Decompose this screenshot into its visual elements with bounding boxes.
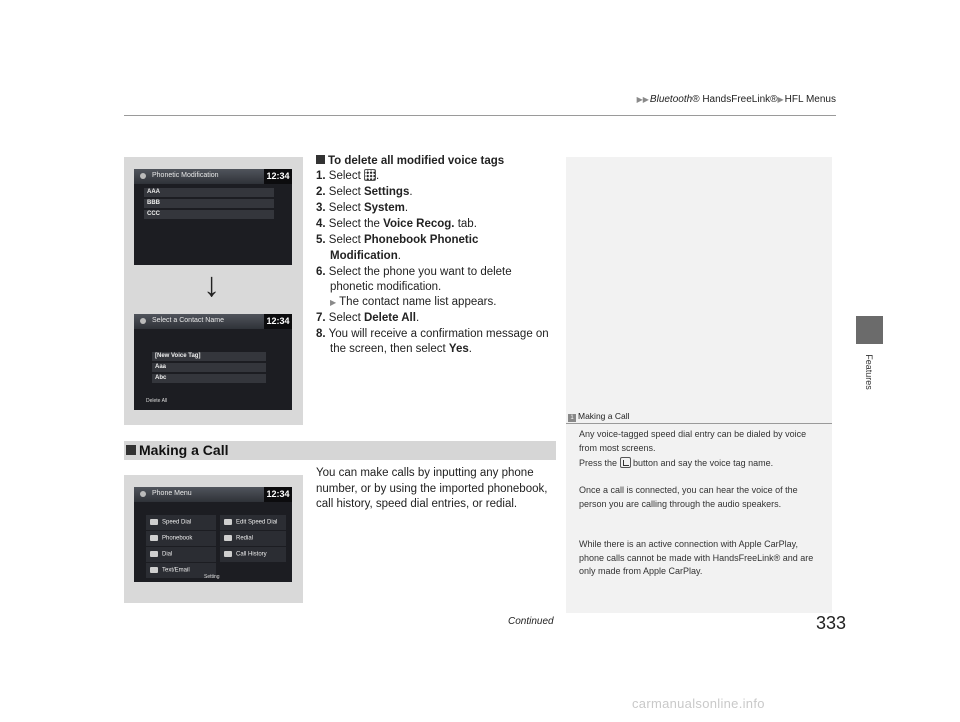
step-5-cont: Modification. xyxy=(330,250,401,262)
history-icon xyxy=(224,551,232,557)
step-2: 2. Select Settings. xyxy=(316,186,413,198)
phone-menu-screen xyxy=(134,487,292,582)
redial-button: Redial xyxy=(220,531,286,546)
breadcrumb-arrow-icon: ▶ xyxy=(777,95,784,104)
step-1: 1. Select . xyxy=(316,170,380,182)
step-6-result: ▶ The contact name list appears. xyxy=(330,296,497,308)
step-8-cont: the screen, then select Yes. xyxy=(330,343,472,355)
screen-clock: 12:34 xyxy=(264,487,292,502)
step-6: 6. Select the phone you want to delete xyxy=(316,266,512,278)
speed-dial-button: Speed Dial xyxy=(146,515,216,530)
screen-clock: 12:34 xyxy=(264,314,292,329)
watermark: carmanualsonline.info xyxy=(632,696,765,711)
instructions-heading: To delete all modified voice tags xyxy=(316,154,504,168)
page-number: 333 xyxy=(816,613,847,633)
text-email-button: Text/Email xyxy=(146,563,216,578)
note-paragraph: Any voice-tagged speed dial entry can be dialed by voice from most screens. xyxy=(579,429,807,453)
step-6-cont: phonetic modification. xyxy=(330,281,442,293)
section-square-icon xyxy=(126,445,136,455)
back-icon xyxy=(140,173,146,179)
edit-speed-dial-button: Edit Speed Dial xyxy=(220,515,286,530)
speed-dial-icon xyxy=(150,519,158,525)
note-paragraph: Once a call is connected, you can hear the voice of the person you are calling through the audio speakers. xyxy=(579,485,798,509)
note-heading: 1 Making a Call xyxy=(568,411,630,422)
talk-button-icon xyxy=(620,457,631,468)
back-icon xyxy=(140,491,146,497)
back-icon xyxy=(140,318,146,324)
dial-button: Dial xyxy=(146,547,216,562)
note-divider xyxy=(566,423,832,424)
message-icon xyxy=(150,567,158,573)
result-arrow-icon: ▶ xyxy=(330,298,337,307)
call-history-button: Call History xyxy=(220,547,286,562)
section-title: Making a Call xyxy=(126,442,228,458)
bullet-square-icon xyxy=(316,155,325,164)
setting-button: Setting xyxy=(204,574,220,580)
list-item: BBB xyxy=(144,199,274,208)
keypad-icon xyxy=(150,551,158,557)
list-item: AAA xyxy=(144,188,274,197)
screen-title-bar: Select a Contact Name xyxy=(134,314,292,329)
breadcrumb-arrow-icon: ▶▶ xyxy=(636,95,649,104)
note-paragraph: Press the button and say the voice tag name. xyxy=(579,458,774,468)
delete-all-button: Delete All xyxy=(146,398,168,404)
redial-icon xyxy=(224,535,232,541)
step-7: 7. Select Delete All. xyxy=(316,312,420,324)
phonetic-modification-screen xyxy=(134,169,292,265)
step-3: 3. Select System. xyxy=(316,202,409,214)
step-4: 4. Select the Voice Recog. tab. xyxy=(316,218,477,230)
home-grid-icon xyxy=(364,169,376,181)
list-item: CCC xyxy=(144,210,274,219)
screen-title-bar: Phonetic Modification xyxy=(134,169,292,184)
breadcrumb xyxy=(600,94,836,105)
down-arrow-icon: ↓ xyxy=(203,266,220,304)
chapter-label: Features xyxy=(864,354,874,390)
screen-title-bar: Phone Menu xyxy=(134,487,292,502)
list-item: [New Voice Tag] xyxy=(152,352,266,361)
select-contact-screen xyxy=(134,314,292,410)
step-8: 8. You will receive a confirmation message on xyxy=(316,328,549,340)
list-item: Abc xyxy=(152,374,266,383)
section-body: You can make calls by inputting any phone number, or by using the imported phonebook, call history, speed dial entries, or redial. xyxy=(316,467,548,510)
edit-icon xyxy=(224,519,232,525)
phonebook-icon xyxy=(150,535,158,541)
breadcrumb-hfl-menus: HFL Menus xyxy=(784,94,836,105)
list-item: Aaa xyxy=(152,363,266,372)
chapter-tab xyxy=(856,316,883,344)
breadcrumb-hfl: ® HandsFreeLink® xyxy=(692,94,778,105)
screen-clock: 12:34 xyxy=(264,169,292,184)
header-divider xyxy=(124,115,836,116)
phonebook-button: Phonebook xyxy=(146,531,216,546)
continued-label: Continued xyxy=(508,616,554,627)
step-5: 5. Select Phonebook Phonetic xyxy=(316,234,479,246)
note-paragraph: While there is an active connection with Apple CarPlay, phone calls cannot be made with HandsFreeLink® and are only made from Apple CarPlay. xyxy=(579,539,814,576)
breadcrumb-bluetooth: Bluetooth xyxy=(649,94,693,105)
